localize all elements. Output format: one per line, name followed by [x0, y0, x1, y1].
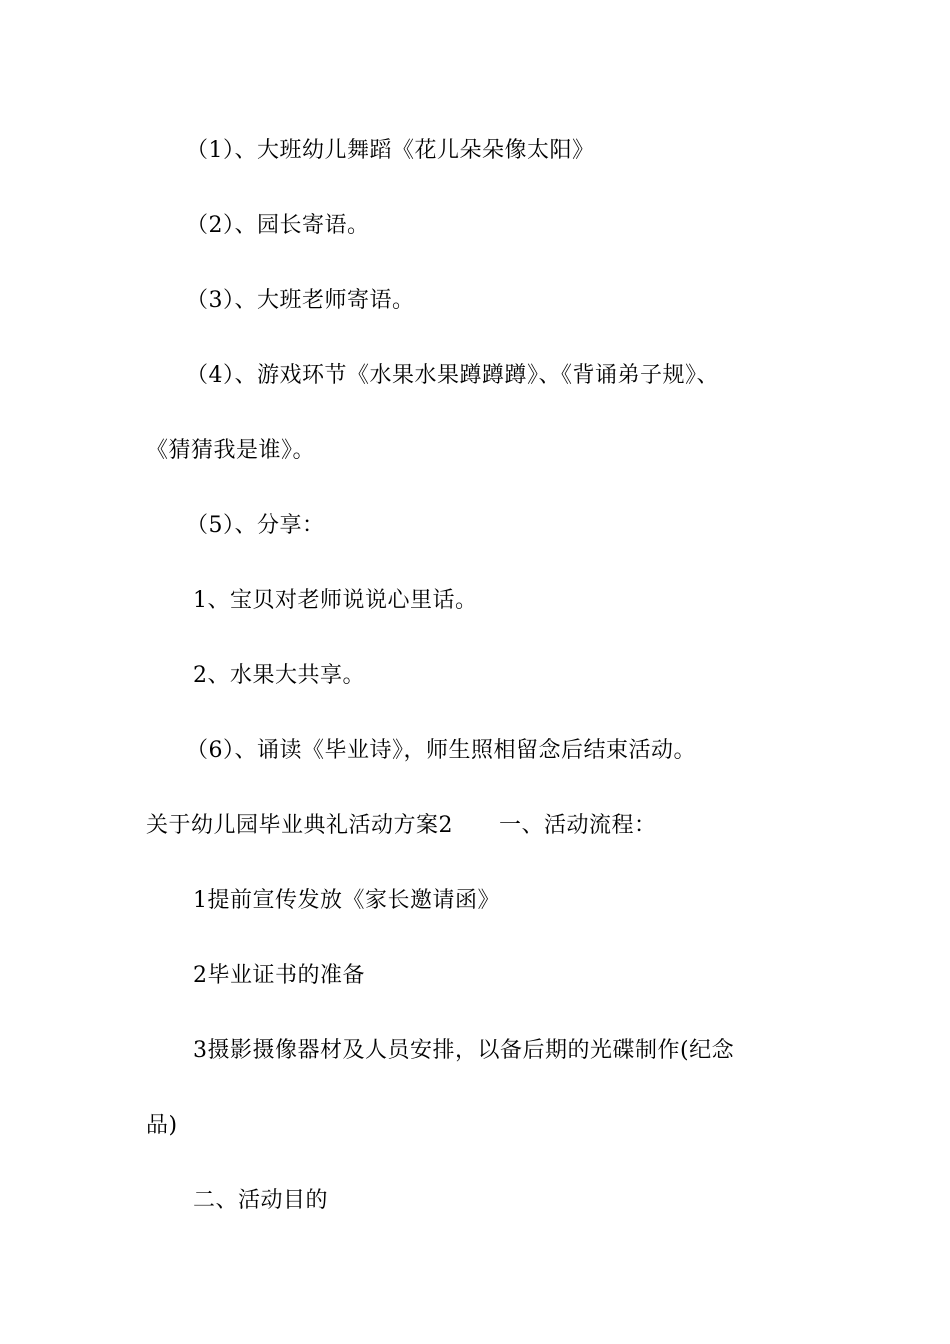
section-title-flow: 一、活动流程： [499, 813, 657, 838]
flow-item-3-continued: 品) [146, 1113, 178, 1138]
program-item-5: （5）、分享： [186, 513, 325, 538]
document-title: 关于幼儿园毕业典礼活动方案2 [146, 813, 453, 838]
program-item-4: （4）、游戏环节《水果水果蹲蹲蹲》、《背诵弟子规》、 [186, 363, 719, 388]
share-item-2: 2、水果大共享。 [193, 663, 365, 688]
flow-item-2: 2毕业证书的准备 [193, 963, 365, 988]
flow-item-1: 1提前宣传发放《家长邀请函》 [193, 888, 500, 913]
flow-item-3: 3摄影摄像器材及人员安排，以备后期的光碟制作(纪念 [193, 1038, 735, 1063]
program-item-3: （3）、大班老师寄语。 [186, 288, 415, 313]
program-item-6: （6）、诵读《毕业诗》，师生照相留念后结束活动。 [186, 738, 696, 763]
program-item-1: （1）、大班幼儿舞蹈《花儿朵朵像太阳》 [186, 138, 595, 163]
section-heading [146, 812, 657, 840]
section-title-purpose: 二、活动目的 [193, 1188, 329, 1213]
share-item-1: 1、宝贝对老师说说心里话。 [193, 588, 478, 613]
program-item-2: （2）、园长寄语。 [186, 213, 370, 238]
program-item-4-continued: 《猜猜我是谁》。 [146, 438, 316, 463]
